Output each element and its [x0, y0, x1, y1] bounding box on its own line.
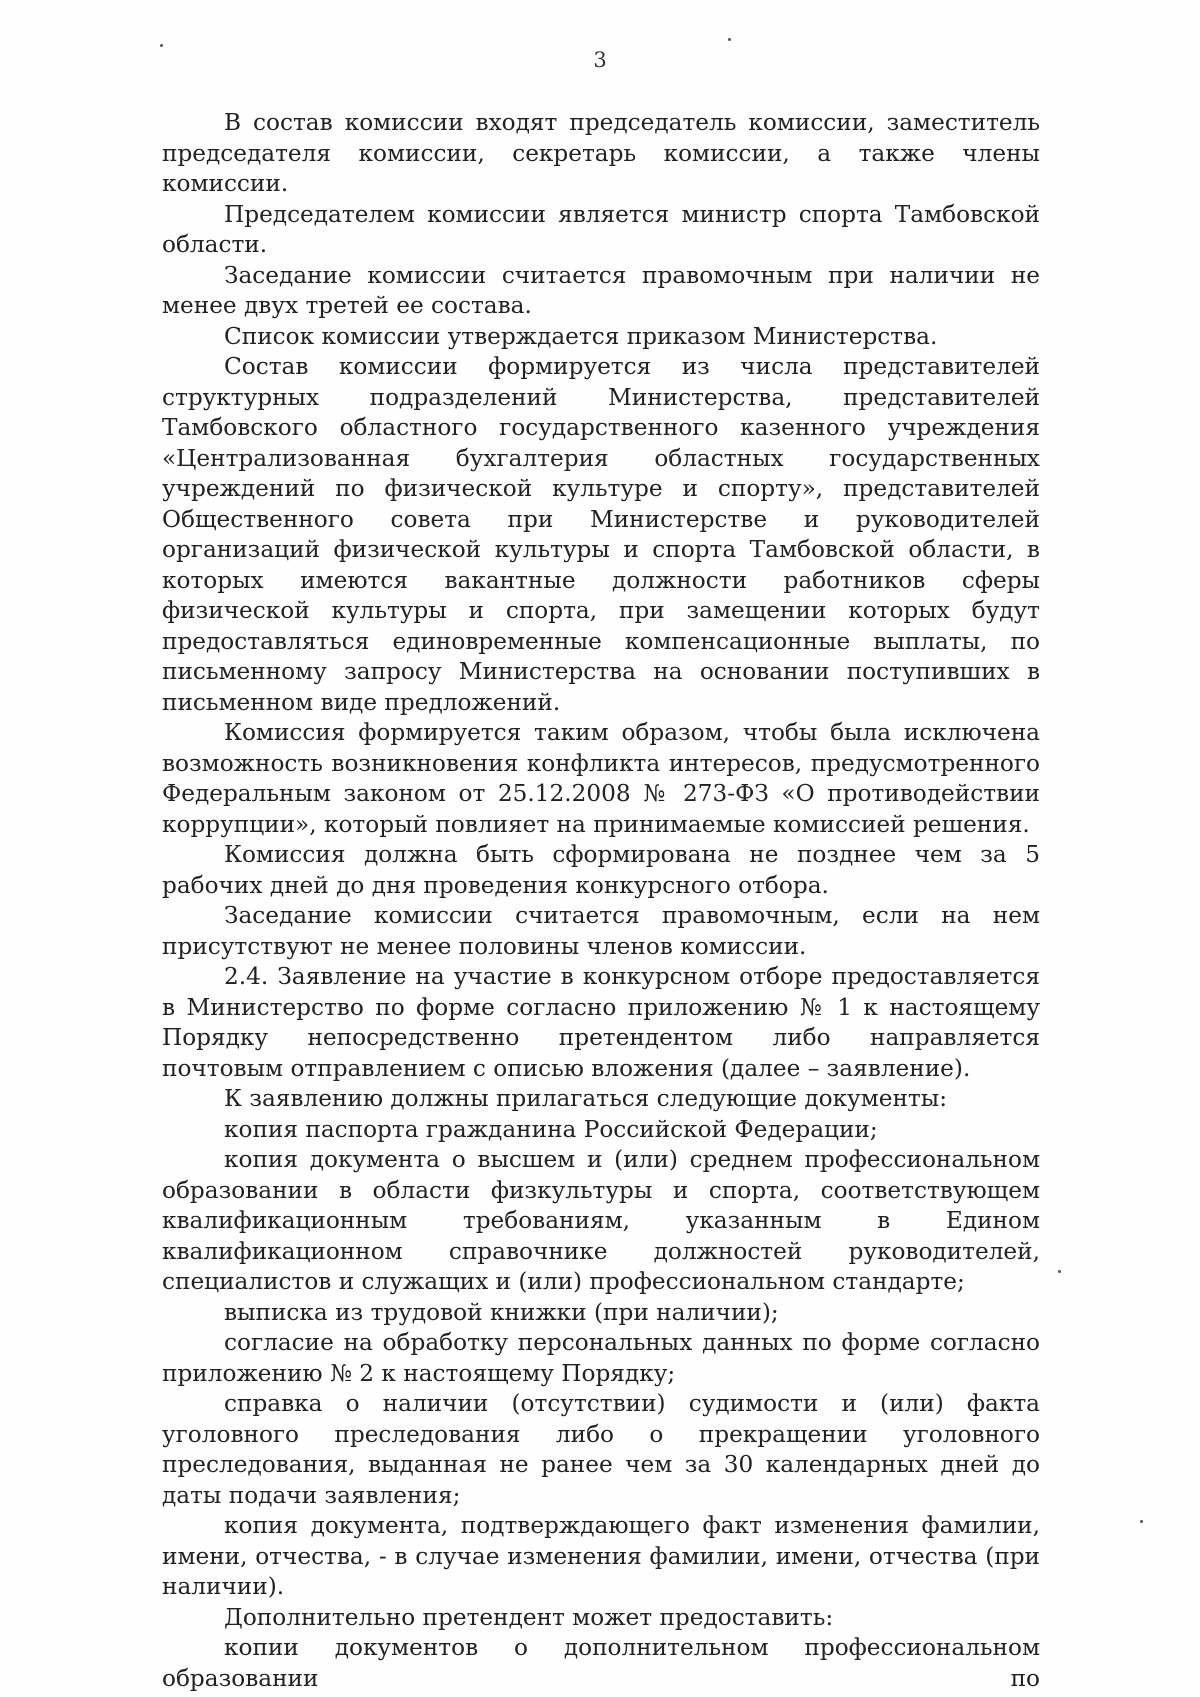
paragraph-additional-documents: Дополнительно претендент может предоставить:	[224, 1603, 834, 1631]
list-item-personal-data-consent: согласие на обработку персональных данных по форме согласно приложению № 2 к настоящему Порядку;	[162, 1329, 1040, 1387]
paragraph-section-2-4: 2.4. Заявление на участие в конкурсном отборе предоставляется в Министерство по форме согласно приложению № 1 к настоящему Порядку непосредственно претендентом либо направляется почтовым отправлением с описью вложения (далее – заявление).	[162, 963, 1040, 1082]
list-item-work-record: выписка из трудовой книжки (при наличии);	[224, 1298, 779, 1326]
paragraph-chairman: Председателем комиссии является министр спорта Тамбовской области.	[162, 200, 1040, 258]
list-item-name-change: копия документа, подтверждающего факт изменения фамилии, имени, отчества, - в случае изменения фамилии, имени, отчества (при наличии).	[162, 1512, 1040, 1600]
list-item-criminal-record: справка о наличии (отсутствии) судимости и (или) факта уголовного преследования либо о прекращении уголовного преследования, выданная не ранее чем за 30 календарных дней до даты подачи заявления;	[162, 1390, 1040, 1509]
scan-speck	[160, 44, 163, 47]
paragraph-required-documents: К заявлению должны прилагаться следующие документы:	[224, 1085, 948, 1112]
paragraph-quorum-two-thirds: Заседание комиссии считается правомочным при наличии не менее двух третей ее состава.	[162, 261, 1040, 319]
list-item-education: копия документа о высшем и (или) среднем профессиональном образовании в области физкультуры и спорта, соответствующем квалификационным требованиям, указанным в Едином квалификационном справочнике должностей руководителей, специалистов и служащих и (или) профессиональном стандарте;	[162, 1146, 1040, 1295]
paragraph-commission-list: Список комиссии утверждается приказом Министерства.	[224, 322, 938, 350]
paragraph-conflict-of-interest: Комиссия формируется таким образом, чтобы была исключена возможность возникновения конфликта интересов, предусмотренного Федеральным законом от 25.12.2008 № 273-ФЗ «О противодействии коррупции», который повлияет на принимаемые комиссией решения.	[162, 719, 1040, 838]
paragraph-commission-composition: В состав комиссии входят председатель комиссии, заместитель председателя комиссии, секретарь комиссии, а также члены комиссии.	[162, 109, 1040, 197]
page-number: 3	[593, 48, 607, 72]
scan-speck	[1058, 1270, 1061, 1273]
paragraph-quorum-half: Заседание комиссии считается правомочным, если на нем присутствуют не менее половины членов комиссии.	[162, 902, 1040, 960]
document-body	[162, 108, 1040, 1694]
scan-speck	[1140, 1520, 1143, 1523]
scan-speck	[728, 38, 731, 41]
list-item-additional-education: копии документов о дополнительном профессиональном образовании по	[162, 1634, 1040, 1692]
list-item-passport: копия паспорта гражданина Российской Федерации;	[224, 1115, 878, 1143]
paragraph-commission-formation: Состав комиссии формируется из числа представителей структурных подразделений Министерства, представителей Тамбовского областного государственного казенного учреждения «Централизованная бухгалтерия областных государственных учреждений по физической культуре и спорту», представителей Общественного совета при Министерстве и руководителей организаций физической культуры и спорта Тамбовской области, в которых имеются вакантные должности работников сферы физической культуры и спорта, при замещении которых будут предоставляться единовременные компенсационные выплаты, по письменному запросу Министерства на основании поступивших в письменном виде предложений.	[162, 353, 1040, 716]
paragraph-formation-deadline: Комиссия должна быть сформирована не позднее чем за 5 рабочих дней до дня проведения конкурсного отбора.	[162, 841, 1040, 899]
